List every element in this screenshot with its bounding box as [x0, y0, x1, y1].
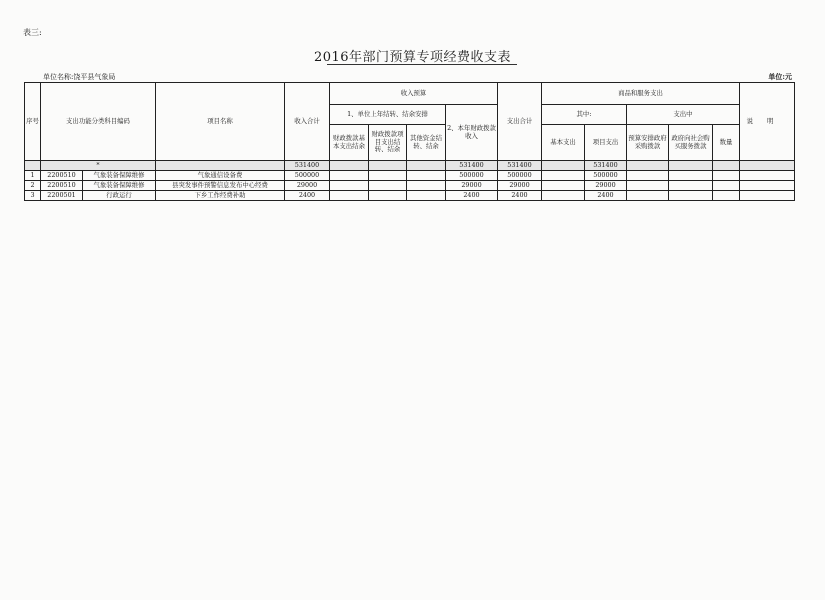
row-project: 下乡工作经费补助 — [156, 191, 285, 201]
row-fiscal-project — [369, 181, 407, 191]
total-gov-purchase — [669, 161, 713, 171]
col-other-funds: 其他资金结转、结余 — [407, 125, 446, 161]
row-basic-expense — [542, 171, 585, 181]
row-remark — [740, 171, 795, 181]
total-seq — [25, 161, 41, 171]
row-fiscal-project — [369, 171, 407, 181]
row-basic-expense — [542, 181, 585, 191]
row-income-total: 500000 — [285, 171, 330, 181]
total-income: 531400 — [285, 161, 330, 171]
title-underline — [327, 64, 517, 65]
row-gov-procure — [627, 191, 669, 201]
budget-table — [24, 82, 795, 201]
total-project — [156, 161, 285, 171]
col-seq: 序号 — [25, 83, 41, 161]
col-remark: 说明 — [740, 83, 795, 161]
unit-name: 单位名称:饶平县气象局 — [43, 73, 116, 81]
row-other-funds — [407, 171, 446, 181]
row-basic-expense — [542, 191, 585, 201]
row-project: 县突发事件预警信息发布中心经费 — [156, 181, 285, 191]
row-current-fiscal: 29000 — [446, 181, 498, 191]
unit-measure: 单位:元 — [768, 72, 792, 81]
row-fiscal-basic — [330, 191, 369, 201]
row-seq: 2 — [25, 181, 41, 191]
col-basic-expense: 基本支出 — [542, 125, 585, 161]
row-gov-purchase — [669, 171, 713, 181]
row-expense-total: 29000 — [498, 181, 542, 191]
row-current-fiscal: 500000 — [446, 171, 498, 181]
col-income-budget: 收入预算 — [330, 83, 498, 105]
total-row — [25, 161, 795, 171]
col-of-which: 其中: — [542, 105, 627, 125]
row-other-funds — [407, 191, 446, 201]
row-quantity — [713, 191, 740, 201]
row-func-name: 气象装备保障维修 — [83, 171, 156, 181]
row-code: 2200510 — [41, 171, 83, 181]
col-current-fiscal: 2、本年财政拨款收入 — [446, 105, 498, 161]
row-fiscal-basic — [330, 171, 369, 181]
page-title: 2016年部门预算专项经费收支表 — [313, 50, 512, 65]
total-current-fiscal: 531400 — [446, 161, 498, 171]
total-fiscal-basic — [330, 161, 369, 171]
col-project-expense: 项目支出 — [585, 125, 627, 161]
row-project: 气象通信设备费 — [156, 171, 285, 181]
row-fiscal-project — [369, 191, 407, 201]
row-code: 2200510 — [41, 181, 83, 191]
row-code: 2200501 — [41, 191, 83, 201]
row-func-name: 气象装备保障维修 — [83, 181, 156, 191]
col-project-name: 项目名称 — [156, 83, 285, 161]
row-seq: 1 — [25, 171, 41, 181]
row-project-expense: 500000 — [585, 171, 627, 181]
row-gov-procure — [627, 171, 669, 181]
col-expense-mid: 支出中 — [627, 105, 740, 125]
row-quantity — [713, 171, 740, 181]
total-expense: 531400 — [498, 161, 542, 171]
col-goods-services: 商品和服务支出 — [542, 83, 740, 105]
row-income-total: 2400 — [285, 191, 330, 201]
col-fiscal-basic: 财政拨款基本支出结余 — [330, 125, 369, 161]
total-gov-procure — [627, 161, 669, 171]
row-fiscal-basic — [330, 181, 369, 191]
col-income-total: 收入合计 — [285, 83, 330, 161]
table-label: 表三: — [23, 28, 42, 37]
row-gov-procure — [627, 181, 669, 191]
row-quantity — [713, 181, 740, 191]
row-expense-total: 500000 — [498, 171, 542, 181]
total-project-expense: 531400 — [585, 161, 627, 171]
col-carryover: 1、单位上年结转、结余安排 — [330, 105, 446, 125]
col-func-code: 支出功能分类科目编码 — [41, 83, 156, 161]
col-expense-total: 支出合计 — [498, 83, 542, 161]
row-seq: 3 — [25, 191, 41, 201]
row-project-expense: 29000 — [585, 181, 627, 191]
col-gov-procure: 预算安排政府采购拨款 — [627, 125, 669, 161]
total-marker: * — [41, 161, 156, 171]
row-func-name: 行政运行 — [83, 191, 156, 201]
total-other-funds — [407, 161, 446, 171]
table-row — [25, 171, 795, 181]
row-project-expense: 2400 — [585, 191, 627, 201]
row-other-funds — [407, 181, 446, 191]
col-quantity: 数量 — [713, 125, 740, 161]
total-quantity — [713, 161, 740, 171]
total-basic-expense — [542, 161, 585, 171]
col-gov-purchase-social: 政府向社会购买服务拨款 — [669, 125, 713, 161]
table-row — [25, 191, 795, 201]
row-remark — [740, 191, 795, 201]
total-remark — [740, 161, 795, 171]
col-fiscal-project: 财政拨款项目支出结转、结余 — [369, 125, 407, 161]
row-gov-purchase — [669, 191, 713, 201]
row-income-total: 29000 — [285, 181, 330, 191]
row-current-fiscal: 2400 — [446, 191, 498, 201]
row-expense-total: 2400 — [498, 191, 542, 201]
row-remark — [740, 181, 795, 191]
table-row — [25, 181, 795, 191]
total-fiscal-project — [369, 161, 407, 171]
row-gov-purchase — [669, 181, 713, 191]
